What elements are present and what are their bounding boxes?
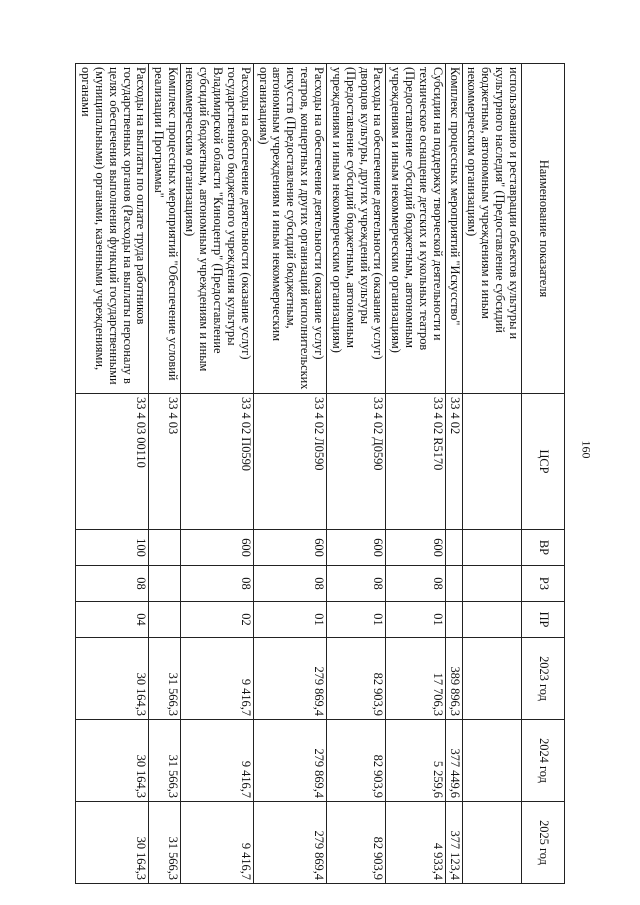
row-name: Расходы на обеспечение деятельности (оказание услуг) дворцов культуры, других учреждений культуры (Предоставление субсидий бюджетным, автономным учреждениям и иным некоммерческим организациям): [327, 64, 386, 394]
row-csr: [462, 394, 521, 530]
table-row: [180, 64, 253, 884]
row-2024: [462, 720, 521, 802]
row-pr: 04: [76, 602, 149, 638]
row-rz: [462, 566, 521, 602]
table-row: [149, 64, 180, 884]
row-name: Комплекс процессных мероприятий "Обеспечение условий реализации Программы": [149, 64, 180, 394]
budget-table: [75, 63, 565, 884]
row-2023: 389 896,3: [445, 638, 462, 720]
header-rz: РЗ: [522, 566, 565, 602]
row-vr: 600: [386, 530, 445, 566]
row-rz: 08: [76, 566, 149, 602]
header-row: [522, 64, 565, 884]
table-row: [386, 64, 445, 884]
row-pr: [149, 602, 180, 638]
row-name: Расходы на обеспечение деятельности (оказание услуг) государственного бюджетного учреждения культуры Владимирской области "Киноцентр" (Предоставление субсидий бюджетным, автономным учреждениям и иным некоммерческим организациям): [180, 64, 253, 394]
row-name: использованию и реставрации объектов культуры и культурного наследия" (Предоставление субсидий бюджетным, автономным учреждениям и иным некоммерческим организациям): [462, 64, 521, 394]
header-2023: 2023 год: [522, 638, 565, 720]
row-2023: 30 164,3: [76, 638, 149, 720]
row-2024: 5 259,6: [386, 720, 445, 802]
row-2024: 279 869,4: [253, 720, 326, 802]
row-2025: 82 903,9: [327, 802, 386, 884]
row-2024: 82 903,9: [327, 720, 386, 802]
row-2023: 279 869,4: [253, 638, 326, 720]
row-rz: [149, 566, 180, 602]
rotated-page: [75, 63, 565, 883]
row-name: Расходы на выплаты по оплате труда работников государственных органов (Расходы на выплаты персоналу в целях обеспечения выполнения функций государственными (муниципальными) органами, казенными учреждениями, органами: [76, 64, 149, 394]
row-rz: 08: [253, 566, 326, 602]
row-vr: 100: [76, 530, 149, 566]
row-pr: [445, 602, 462, 638]
table-row: [445, 64, 462, 884]
row-pr: 02: [180, 602, 253, 638]
header-name: Наименование показателя: [522, 64, 565, 394]
table-row: [327, 64, 386, 884]
header-2024: 2024 год: [522, 720, 565, 802]
row-rz: [445, 566, 462, 602]
row-csr: 33 4 02: [445, 394, 462, 530]
row-2025: [462, 802, 521, 884]
row-pr: 01: [253, 602, 326, 638]
row-csr: 33 4 02 Л0590: [253, 394, 326, 530]
row-pr: 01: [327, 602, 386, 638]
row-2025: 377 123,4: [445, 802, 462, 884]
row-csr: 33 4 03 00110: [76, 394, 149, 530]
row-name: Расходы на обеспечение деятельности (оказание услуг) театров, концертных и других организаций исполнительских искусств (Предоставление субсидий бюджетным, автономным учреждениям и иным некоммерческим организациям): [253, 64, 326, 394]
row-2023: 82 903,9: [327, 638, 386, 720]
row-vr: [149, 530, 180, 566]
row-csr: 33 4 03: [149, 394, 180, 530]
row-2024: 30 164,3: [76, 720, 149, 802]
header-2025: 2025 год: [522, 802, 565, 884]
row-name: Комплекс процессных мероприятий "Искусство": [445, 64, 462, 394]
table-row: [76, 64, 149, 884]
page-number: 160: [579, 440, 594, 459]
row-2023: 9 416,7: [180, 638, 253, 720]
row-2023: [462, 638, 521, 720]
row-vr: 600: [180, 530, 253, 566]
row-csr: 33 4 02 Д0590: [327, 394, 386, 530]
row-2025: 31 566,3: [149, 802, 180, 884]
row-2024: 377 449,6: [445, 720, 462, 802]
row-2025: 279 869,4: [253, 802, 326, 884]
row-2025: 4 933,4: [386, 802, 445, 884]
row-2023: 31 566,3: [149, 638, 180, 720]
table-row: [253, 64, 326, 884]
row-2023: 17 706,3: [386, 638, 445, 720]
header-csr: ЦСР: [522, 394, 565, 530]
row-vr: [462, 530, 521, 566]
row-rz: 08: [180, 566, 253, 602]
row-vr: [445, 530, 462, 566]
row-vr: 600: [327, 530, 386, 566]
row-2024: 9 416,7: [180, 720, 253, 802]
header-pr: ПР: [522, 602, 565, 638]
table-row: [462, 64, 521, 884]
row-2025: 9 416,7: [180, 802, 253, 884]
row-pr: 01: [386, 602, 445, 638]
row-name: Субсидии на поддержку творческой деятельности и техническое оснащение детских и кукольных театров (Предоставление субсидий бюджетным, автономным учреждениям и иным некоммерческим организациям): [386, 64, 445, 394]
row-csr: 33 4 02 П0590: [180, 394, 253, 530]
row-pr: [462, 602, 521, 638]
row-rz: 08: [386, 566, 445, 602]
row-csr: 33 4 02 R5170: [386, 394, 445, 530]
row-rz: 08: [327, 566, 386, 602]
row-2024: 31 566,3: [149, 720, 180, 802]
row-vr: 600: [253, 530, 326, 566]
row-2025: 30 164,3: [76, 802, 149, 884]
header-vr: ВР: [522, 530, 565, 566]
